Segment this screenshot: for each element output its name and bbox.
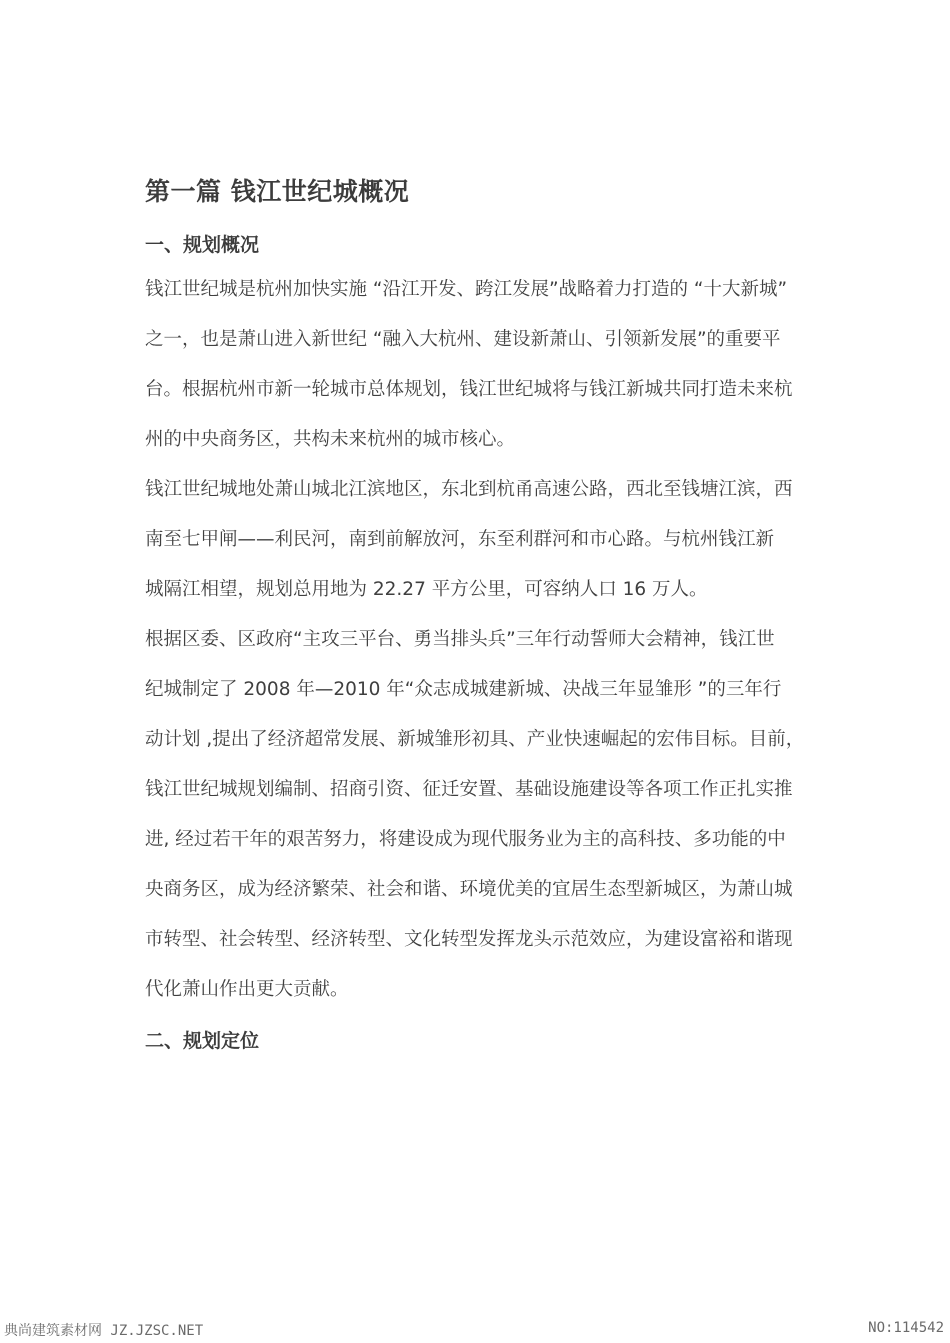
paragraph-1-line-3: 台。根据杭州市新一轮城市总体规划，钱江世纪城将与钱江新城共同打造未来杭 bbox=[145, 379, 793, 400]
section-heading-planning-positioning: 二、规划定位 bbox=[145, 1030, 260, 1052]
chapter-title: 第一篇 钱江世纪城概况 bbox=[145, 177, 410, 206]
section-heading-planning-overview: 一、规划概况 bbox=[145, 234, 260, 256]
paragraph-2-line-2: 南至七甲闸——利民河，南到前解放河，东至利群河和市心路。与杭州钱江新 bbox=[145, 529, 775, 550]
paragraph-1-line-1: 钱江世纪城是杭州加快实施 “沿江开发、跨江发展”战略着力打造的 “十大新城” bbox=[145, 279, 788, 300]
paragraph-3-line-8: 代化萧山作出更大贡献。 bbox=[145, 979, 349, 1000]
paragraph-2-line-1: 钱江世纪城地处萧山城北江滨地区，东北到杭甬高速公路，西北至钱塘江滨，西 bbox=[145, 479, 793, 500]
paragraph-3-line-5: 进, 经过若干年的艰苦努力，将建设成为现代服务业为主的高科技、多功能的中 bbox=[145, 829, 786, 850]
paragraph-1-line-2: 之一，也是萧山进入新世纪 “融入大杭州、建设新萧山、引领新发展”的重要平 bbox=[145, 329, 781, 350]
paragraph-3-line-1: 根据区委、区政府“主攻三平台、勇当排头兵”三年行动誓师大会精神，钱江世 bbox=[145, 629, 775, 650]
paragraph-1-line-4: 州的中央商务区，共构未来杭州的城市核心。 bbox=[145, 429, 516, 450]
paragraph-3-line-6: 央商务区，成为经济繁荣、社会和谐、环境优美的宜居生态型新城区，为萧山城 bbox=[145, 879, 793, 900]
paragraph-3-line-2: 纪城制定了 2008 年—2010 年“众志成城建新城、决战三年显雏形 ”的三年行 bbox=[145, 679, 782, 700]
paragraph-3-line-7: 市转型、社会转型、经济转型、文化转型发挥龙头示范效应，为建设富裕和谐现 bbox=[145, 929, 793, 950]
watermark-number: NO:114542 bbox=[868, 1320, 944, 1336]
paragraph-3-line-3: 动计划 ,提出了经济超常发展、新城雏形初具、产业快速崛起的宏伟目标。目前， bbox=[145, 729, 805, 750]
paragraph-3-line-4: 钱江世纪城规划编制、招商引资、征迁安置、基础设施建设等各项工作正扎实推 bbox=[145, 779, 793, 800]
paragraph-2-line-3: 城隔江相望，规划总用地为 22.27 平方公里，可容纳人口 16 万人。 bbox=[145, 579, 708, 600]
watermark-site-name: 典尚建筑素材网 JZ.JZSC.NET bbox=[4, 1323, 204, 1339]
